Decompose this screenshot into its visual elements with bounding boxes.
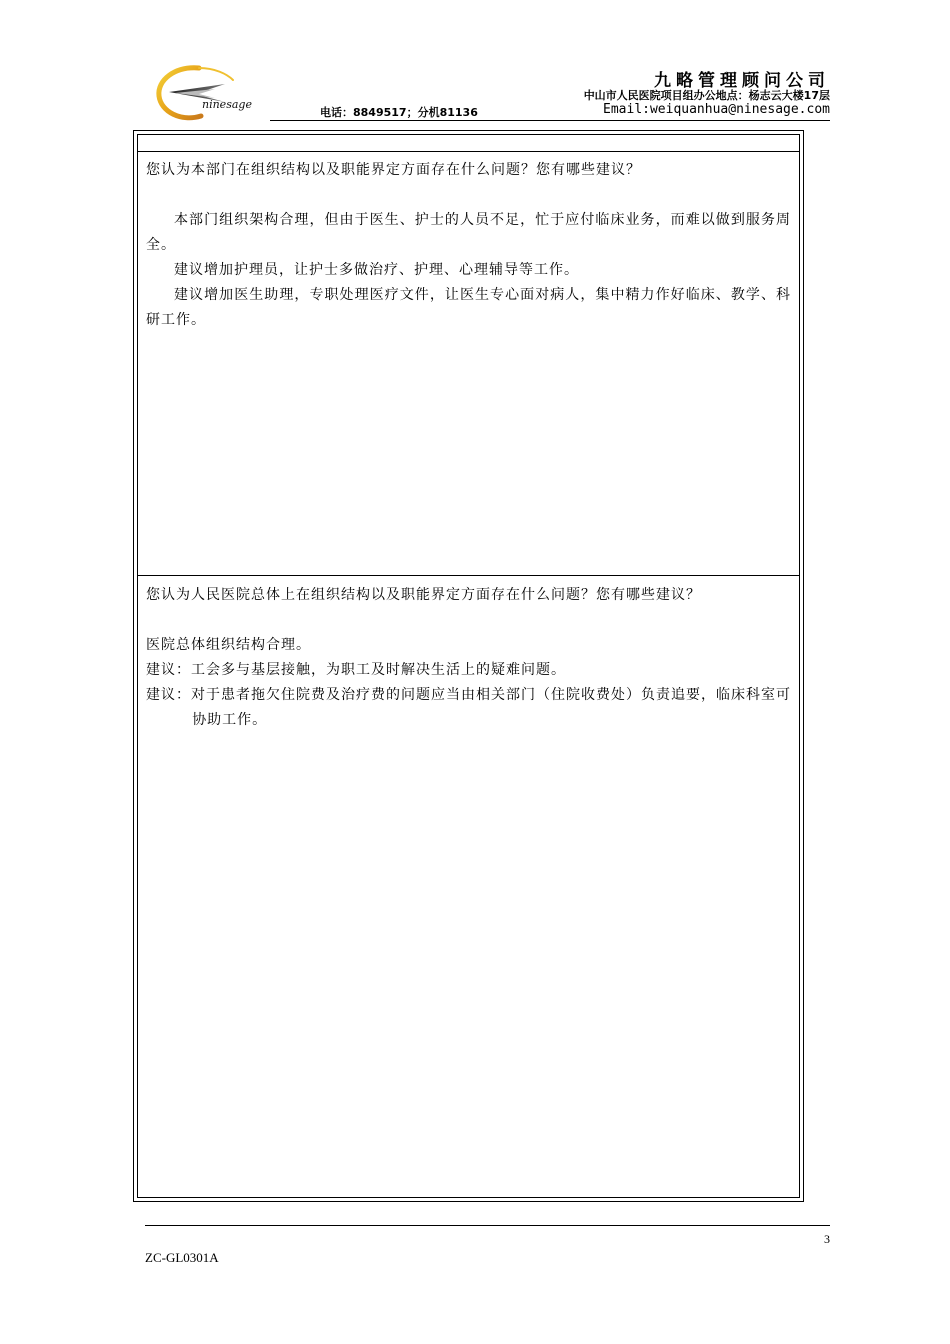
department-question-section — [138, 152, 799, 576]
suggestion-line: 建议：对于患者拖欠住院费及治疗费的问题应当由相关部门（住院收费处）负责追要，临床科室可协助工作。 — [146, 687, 791, 728]
company-logo — [155, 62, 267, 124]
answer-paragraph: 本部门组织架构合理，但由于医生、护士的人员不足，忙于应付临床业务，而难以做到服务周全。 — [146, 212, 791, 253]
footer-divider — [145, 1225, 830, 1226]
phone-number: 电话：8849517；分机81136 — [320, 106, 478, 119]
logo-wordmark: ninesage — [202, 98, 252, 111]
blank-line — [146, 183, 791, 208]
answer-line: 医院总体组织结构合理。 — [146, 637, 311, 653]
company-name: 九略管理顾问公司 — [654, 71, 830, 91]
header-divider — [270, 120, 830, 121]
hospital-question: 您认为人民医院总体上在组织结构以及职能界定方面存在什么问题？您有哪些建议？ — [146, 587, 701, 603]
answer-paragraph: 建议增加护理员，让护士多做治疗、护理、心理辅导等工作。 — [174, 262, 579, 278]
suggestion-line: 建议：工会多与基层接触，为职工及时解决生活上的疑难问题。 — [146, 662, 566, 678]
project-address: 中山市人民医院项目组办公地点：杨志云大楼17层 — [583, 89, 830, 102]
hospital-question-section — [138, 577, 799, 1197]
blank-line — [146, 608, 791, 633]
answer-paragraph: 建议增加医生助理，专职处理医疗文件，让医生专心面对病人，集中精力作好临床、教学、科研工作。 — [146, 287, 791, 328]
document-code: ZC-GL0301A — [145, 1250, 219, 1265]
page-number: 3 — [824, 1232, 830, 1246]
survey-form-table — [133, 130, 804, 1202]
department-question: 您认为本部门在组织结构以及职能界定方面存在什么问题？您有哪些建议？ — [146, 162, 641, 178]
table-top-strip — [138, 135, 799, 152]
ninesage-logo-icon — [155, 62, 267, 124]
email-address: Email:weiquanhua@ninesage.com — [603, 102, 830, 117]
